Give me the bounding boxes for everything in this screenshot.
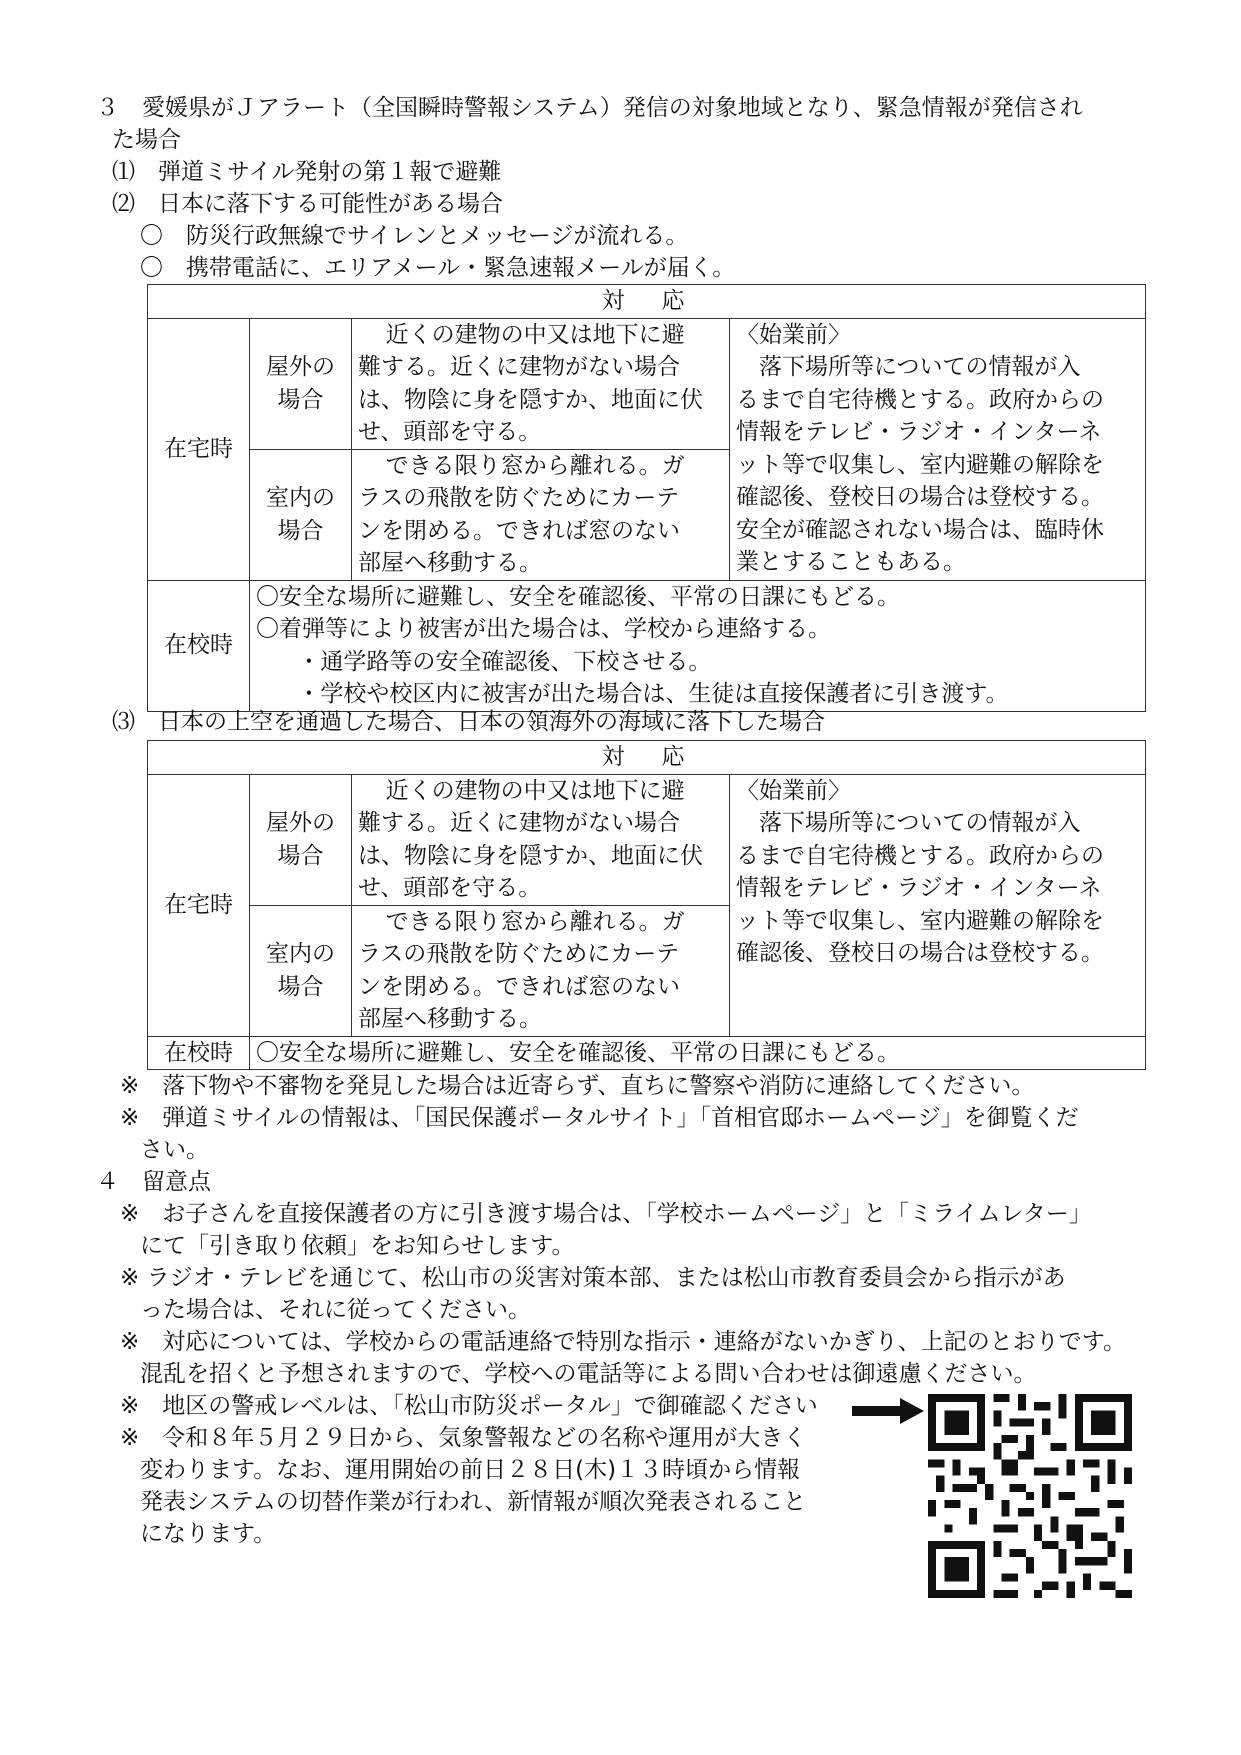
note-4-1: ※ お子さんを直接保護者の方に引き渡す場合は、「学校ホームページ」と「ミライムレター」 bbox=[120, 1201, 1092, 1227]
section4-heading: ４ 留意点 bbox=[96, 1169, 211, 1195]
bullet-1: 〇 防災行政無線でサイレンとメッセージが流れる。 bbox=[140, 223, 689, 249]
qr-code[interactable] bbox=[928, 1394, 1132, 1598]
section3-heading-cont: た場合 bbox=[112, 127, 181, 153]
note-2: ※ 弾道ミサイルの情報は、「国民保護ポータルサイト」「首相官邸ホームページ」を御覧くだ bbox=[120, 1105, 1079, 1131]
note-4-3-cont: 混乱を招くと予想されますので、学校への電話等による問い合わせは御遠慮ください。 bbox=[140, 1361, 1037, 1387]
indoor-label: 室内の 場合 bbox=[250, 905, 352, 1036]
outdoor-cell: 近くの建物の中又は地下に避 難する。近くに建物がない場合 は、物陰に身を隠すか、地面に伏 せ、頭部を守る。 bbox=[352, 318, 730, 449]
school-cell: 〇安全な場所に避難し、安全を確認後、平常の日課にもどる。 〇着弾等により被害が出た場合は、学校から連絡する。 ・通学路等の安全確認後、下校させる。 ・学校や校区内に被害が出た場合は、生徒は直接保護者に引き渡す。 bbox=[250, 580, 1146, 711]
note-4-2: ※ ラジオ・テレビを通じて、松山市の災害対策本部、または松山市教育委員会から指示があ bbox=[120, 1265, 1066, 1291]
response-table-2 bbox=[147, 740, 1146, 1070]
table-header: 対 応 bbox=[148, 285, 1146, 319]
school-label: 在校時 bbox=[148, 580, 250, 711]
school-cell: 〇安全な場所に避難し、安全を確認後、平常の日課にもどる。 bbox=[250, 1036, 1146, 1070]
before-school-cell: 〈始業前〉 落下場所等についての情報が入 るまで自宅待機とする。政府からの 情報をテレビ・ラジオ・インターネ ット等で収集し、室内避難の解除を 確認後、登校日の場合は登校する。 bbox=[730, 774, 1146, 1036]
table-header: 対 応 bbox=[148, 741, 1146, 775]
outdoor-label: 屋外の 場合 bbox=[250, 318, 352, 449]
indoor-cell: できる限り窓から離れる。ガ ラスの飛散を防ぐためにカーテ ンを閉める。できれば窓のない 部屋へ移動する。 bbox=[352, 905, 730, 1036]
outdoor-cell: 近くの建物の中又は地下に避 難する。近くに建物がない場合 は、物陰に身を隠すか、地面に伏 せ、頭部を守る。 bbox=[352, 774, 730, 905]
indoor-cell: できる限り窓から離れる。ガ ラスの飛散を防ぐためにカーテ ンを閉める。できれば窓のない 部屋へ移動する。 bbox=[352, 449, 730, 580]
note-4-5-cont2: 発表システムの切替作業が行われ、新情報が順次発表されること bbox=[140, 1489, 807, 1515]
home-label: 在宅時 bbox=[148, 318, 250, 580]
note-4-2-cont: った場合は、それに従ってください。 bbox=[140, 1297, 531, 1323]
outdoor-label: 屋外の 場合 bbox=[250, 774, 352, 905]
right-arrow-icon bbox=[852, 1398, 924, 1424]
note-4-4: ※ 地区の警戒レベルは、「松山市防災ポータル」で御確認ください bbox=[120, 1393, 818, 1419]
section3-heading: ３ 愛媛県がＪアラート（全国瞬時警報システム）発信の対象地域となり、緊急情報が発信され bbox=[96, 95, 1083, 121]
note-4-1-cont: にて「引き取り依頼」をお知らせします。 bbox=[140, 1233, 575, 1259]
note-4-5: ※ 令和８年５月２９日から、気象警報などの名称や運用が大きく bbox=[120, 1425, 807, 1451]
note-4-3: ※ 対応については、学校からの電話連絡で特別な指示・連絡がないかぎり、上記のとおりです。 bbox=[120, 1329, 1126, 1355]
indoor-label: 室内の 場合 bbox=[250, 449, 352, 580]
note-4-5-cont3: になります。 bbox=[140, 1521, 277, 1547]
bullet-2: 〇 携帯電話に、エリアメール・緊急速報メールが届く。 bbox=[140, 255, 736, 281]
note-2-cont: さい。 bbox=[140, 1137, 209, 1163]
item-3: ⑶ 日本の上空を通過した場合、日本の領海外の海域に落下した場合 bbox=[112, 709, 825, 735]
home-label: 在宅時 bbox=[148, 774, 250, 1036]
note-1: ※ 落下物や不審物を発見した場合は近寄らず、直ちに警察や消防に連絡してください。 bbox=[120, 1073, 1035, 1099]
before-school-cell: 〈始業前〉 落下場所等についての情報が入 るまで自宅待機とする。政府からの 情報をテレビ・ラジオ・インターネ ット等で収集し、室内避難の解除を 確認後、登校日の場合は登校する。 安全が確認されない場合は、臨時休 業とすることもある。 bbox=[730, 318, 1146, 580]
item-1: ⑴ 弾道ミサイル発射の第１報で避難 bbox=[112, 159, 502, 185]
item-2: ⑵ 日本に落下する可能性がある場合 bbox=[112, 191, 503, 217]
school-label: 在校時 bbox=[148, 1036, 250, 1070]
response-table-1 bbox=[147, 284, 1146, 712]
note-4-5-cont1: 変わります。なお、運用開始の前日２８日(木)１３時頃から情報 bbox=[140, 1457, 801, 1483]
